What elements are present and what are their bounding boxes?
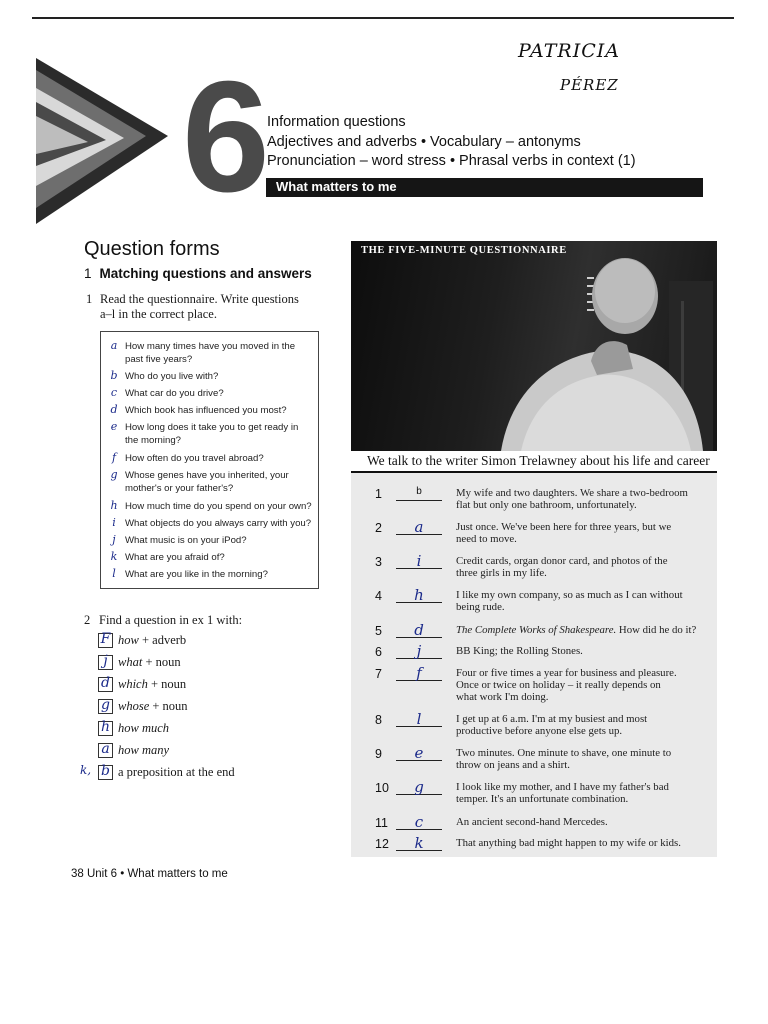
answer-text-line: Once or twice on holiday – it really depends on <box>456 679 661 691</box>
answer-handwritten: b <box>101 763 110 779</box>
questionnaire-caption: We talk to the writer Simon Trelawney about his life and career <box>367 453 710 468</box>
answer-handwritten: g <box>101 697 110 713</box>
answer-text-line: need to move. <box>456 533 517 545</box>
subsection-title: Matching questions and answers <box>99 266 312 281</box>
question-item <box>111 451 313 465</box>
answer-text-line: How did he do it? <box>616 624 697 636</box>
exercise-1-instruction-line-1: Read the questionnaire. Write questions <box>100 292 299 306</box>
answer-letter[interactable]: h <box>414 586 424 604</box>
match-item-text <box>118 677 186 692</box>
match-item-text <box>118 633 186 648</box>
question-text: Whose genes have you inherited, your <box>125 470 289 481</box>
unit-number: 6 <box>182 49 266 225</box>
answer-text <box>456 747 711 771</box>
exercise-2-instruction: Find a question in ex 1 with: <box>99 613 243 627</box>
answer-text-line: I look like my mother, and I have my father's bad <box>456 781 669 793</box>
answer-text <box>456 521 711 545</box>
answer-letter[interactable]: f <box>416 664 422 682</box>
answer-text <box>456 713 711 737</box>
match-keyword: which <box>118 677 148 691</box>
question-letter-mark: c <box>110 386 118 399</box>
question-letter-mark: j <box>112 533 116 546</box>
question-item <box>112 533 313 547</box>
answer-text <box>456 555 711 579</box>
match-keyword: how many <box>118 743 170 757</box>
answer-text <box>456 645 711 657</box>
question-text-cont: mother's or your father's? <box>125 483 234 494</box>
answer-text-line: Four or five times a year for business and pleasure. <box>456 667 677 679</box>
question-item <box>110 369 313 383</box>
answer-handwritten: d <box>101 675 110 691</box>
question-text: What are you afraid of? <box>125 552 225 563</box>
handwritten-name-last: PÉREZ <box>560 76 619 94</box>
questionnaire-title: THE FIVE-MINUTE QUESTIONNAIRE <box>361 245 567 256</box>
answer-book-title: The Complete Works of Shakespeare. <box>456 624 617 636</box>
question-letter-mark: f <box>111 451 117 464</box>
question-item <box>112 567 313 581</box>
answer-text <box>456 667 711 703</box>
match-item-text <box>118 655 181 670</box>
question-text: How many times have you moved in the <box>125 341 296 352</box>
question-letter-mark: h <box>110 499 118 512</box>
answer-text <box>456 624 711 636</box>
question-item <box>110 403 313 417</box>
unit-title: What matters to me <box>276 179 397 194</box>
question-letter-mark: d <box>110 403 118 416</box>
answer-text-line: I get up at 6 a.m. I'm at my busiest and most <box>456 713 648 725</box>
subsection-heading <box>84 266 312 281</box>
answer-letter[interactable]: k <box>414 834 424 852</box>
match-keyword: how much <box>118 721 170 735</box>
match-rest: + adverb <box>138 633 187 647</box>
question-letter-mark: i <box>112 516 116 529</box>
answer-number: 10 <box>375 781 389 795</box>
match-keyword: whose <box>118 699 150 713</box>
answer-text-line: being rude. <box>456 601 505 613</box>
answer-text-line: BB King; the Rolling Stones. <box>456 645 583 657</box>
answer-text-line: temper. It's an unfortunate combination. <box>456 793 629 805</box>
answer-letter[interactable]: j <box>416 642 422 660</box>
unit-topic-3: Pronunciation – word stress • Phrasal verbs in context (1) <box>267 153 636 169</box>
answer-number: 3 <box>375 555 382 569</box>
question-item <box>110 468 313 495</box>
exercise-1-instruction <box>100 292 299 322</box>
match-rest: + noun <box>142 655 181 669</box>
answer-box[interactable] <box>98 633 113 648</box>
question-item <box>110 550 313 564</box>
question-text-cont: the morning? <box>125 435 181 446</box>
answer-text-line: An ancient second-hand Mercedes. <box>456 816 608 828</box>
answer-letter[interactable]: b <box>416 486 422 497</box>
answer-text-line: three girls in my life. <box>456 567 547 579</box>
question-letter-mark: g <box>110 468 118 481</box>
question-text: What car do you drive? <box>125 388 224 399</box>
answer-box[interactable] <box>98 765 113 780</box>
match-rest: + noun <box>149 699 188 713</box>
question-item <box>110 499 313 513</box>
match-item-text <box>118 743 169 758</box>
match-rest: a preposition at the end <box>118 765 235 779</box>
question-list-box <box>100 331 319 589</box>
match-rest: + noun <box>147 677 187 691</box>
question-text: How much time do you spend on your own? <box>125 501 312 512</box>
answer-letter[interactable]: i <box>416 552 422 570</box>
answer-letter[interactable]: a <box>414 518 424 536</box>
answer-text-line: That anything bad might happen to my wife or kids. <box>456 837 681 849</box>
answer-letter[interactable]: c <box>414 813 424 831</box>
question-letter-mark: k <box>110 550 118 563</box>
question-letter-mark: a <box>110 339 118 352</box>
answer-letter[interactable]: d <box>414 621 424 639</box>
unit-title-bar <box>266 178 703 197</box>
unit-topic-2: Adjectives and adverbs • Vocabulary – antonyms <box>267 134 581 150</box>
answer-text-line: throw on jeans and a shirt. <box>456 759 570 771</box>
question-text: Who do you live with? <box>125 371 219 382</box>
questionnaire-caption-bar <box>351 451 717 473</box>
answer-box[interactable] <box>98 743 113 758</box>
question-letter-mark: b <box>110 369 118 382</box>
match-item-text <box>118 699 188 714</box>
answer-text <box>456 781 711 805</box>
question-text: How long does it take you to get ready in <box>125 422 299 433</box>
answer-number: 8 <box>375 713 382 727</box>
answer-letter[interactable]: g <box>414 778 424 796</box>
answer-number: 2 <box>375 521 382 535</box>
question-letter-mark: l <box>112 567 116 580</box>
question-text: What are you like in the morning? <box>125 569 268 580</box>
question-item <box>112 516 313 530</box>
match-keyword: what <box>118 655 143 669</box>
answer-box[interactable] <box>98 655 113 670</box>
question-text: What music is on your iPod? <box>125 535 247 546</box>
section-title: Question forms <box>84 238 220 260</box>
match-item-text <box>118 765 235 780</box>
answer-handwritten: F <box>100 631 111 647</box>
answer-text <box>456 816 711 828</box>
handwritten-extra-answer: k, <box>80 763 92 777</box>
question-text: What objects do you always carry with you? <box>125 518 312 529</box>
answer-handwritten: j <box>103 653 108 669</box>
answer-box[interactable] <box>98 721 113 736</box>
match-item-text <box>118 721 169 736</box>
answer-blank-line <box>396 500 442 501</box>
answer-text-line: Two minutes. One minute to shave, one minute to <box>456 747 672 759</box>
question-item <box>110 339 313 366</box>
answer-text-line: flat but only one bathroom, unfortunately. <box>456 499 637 511</box>
exercise-1-instruction-line-2: a–l in the correct place. <box>100 307 217 321</box>
unit-banner-art <box>36 58 168 224</box>
question-text: How often do you travel abroad? <box>125 453 264 464</box>
question-item <box>110 420 313 447</box>
answer-text <box>456 487 711 511</box>
answer-text <box>456 837 711 849</box>
answer-text-line: I like my own company, so as much as I can without <box>456 589 683 601</box>
answer-number: 4 <box>375 589 382 603</box>
exercise-2-number: 2 <box>84 613 91 627</box>
answer-text-line: Credit cards, organ donor card, and photos of the <box>456 555 668 567</box>
answer-number: 11 <box>375 816 388 830</box>
question-text: Which book has influenced you most? <box>125 405 287 416</box>
answer-text <box>456 589 711 613</box>
answer-number: 6 <box>375 645 382 659</box>
answer-number: 9 <box>375 747 382 761</box>
question-item <box>110 386 313 400</box>
answer-number: 12 <box>375 837 389 851</box>
answer-text-line: Just once. We've been here for three years, but we <box>456 521 672 533</box>
question-text-cont: past five years? <box>125 354 193 365</box>
subsection-number: 1 <box>84 266 92 281</box>
questionnaire-answers <box>351 473 717 857</box>
page-top-rule <box>32 17 734 19</box>
exercise-1-number: 1 <box>86 292 93 306</box>
match-keyword: how <box>118 633 139 647</box>
answer-handwritten: a <box>101 741 110 757</box>
answer-text-line: productive before anyone else gets up. <box>456 725 623 737</box>
answer-number: 1 <box>375 487 382 501</box>
answer-handwritten: h <box>100 719 111 735</box>
answer-letter[interactable]: e <box>414 744 424 762</box>
writer-portrait-illustration <box>351 241 717 451</box>
answer-text-line: My wife and two daughters. We share a two-bedroom <box>456 487 688 499</box>
handwritten-name-first: PATRICIA <box>518 40 620 62</box>
page-footer: 38 Unit 6 • What matters to me <box>71 868 228 880</box>
question-letter-mark: e <box>110 420 118 433</box>
answer-box[interactable] <box>98 699 113 714</box>
answer-number: 7 <box>375 667 382 681</box>
unit-topic-1: Information questions <box>267 114 406 130</box>
questionnaire-photo <box>351 241 717 451</box>
answer-letter[interactable]: l <box>416 710 422 728</box>
answer-text-line: what work I'm doing. <box>456 691 549 703</box>
answer-number: 5 <box>375 624 382 638</box>
answer-box[interactable] <box>98 677 113 692</box>
